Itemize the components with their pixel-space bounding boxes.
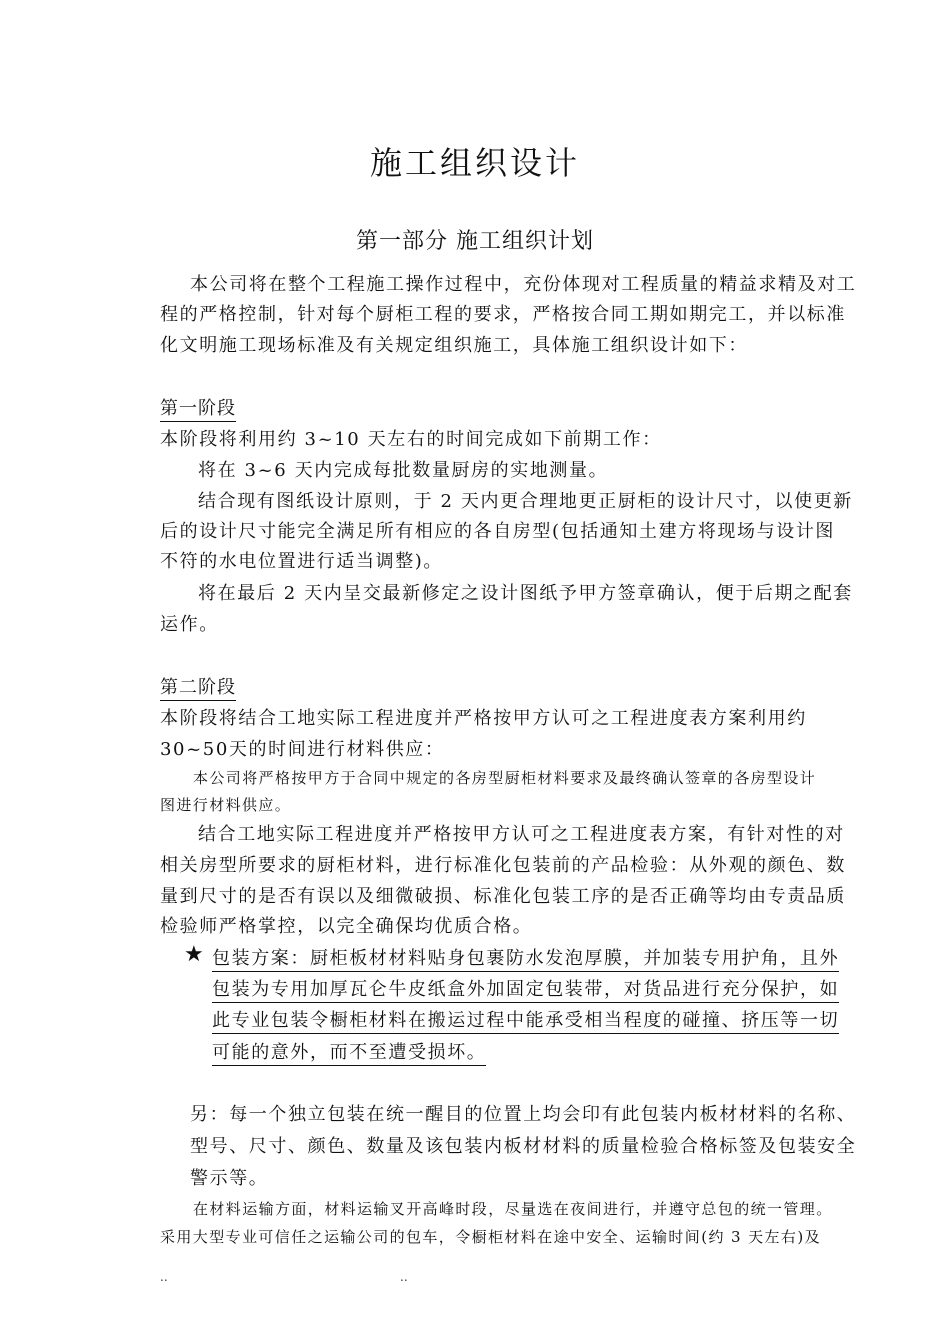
stage2-line-8: 检验师严格掌控，以完全确保均优质合格。 — [160, 916, 533, 937]
transport-line-1: 在材料运输方面，材料运输叉开高峰时段，尽量选在夜间进行，并遵守总包的统一管理。 — [193, 1200, 833, 1218]
document-title: 施工组织设计 — [369, 144, 580, 182]
stage1-line-3: 结合现有图纸设计原则，于 2 天内更合理地更正厨柜的设计尺寸，以使更新 — [198, 491, 853, 512]
stage1-line-1: 本阶段将利用约 3~10 天左右的时间完成如下前期工作： — [160, 429, 662, 450]
packaging-line-1: 包装方案：厨柜板材材料贴身包裹防水发泡厚膜，并加装专用护角，且外 — [212, 944, 839, 970]
stage2-line-2: 30~50天的时间进行材料供应： — [160, 739, 445, 760]
star-bullet-icon: ★ — [184, 942, 204, 967]
stage2-line-6: 相关房型所要求的厨柜材料，进行标准化包装前的产品检验：从外观的颜色、数 — [160, 855, 846, 876]
stage2-line-1: 本阶段将结合工地实际工程进度并严格按甲方认可之工程进度表方案利用约 — [160, 708, 807, 729]
note-line-2: 型号、尺寸、颜色、数量及该包装内板材材料的质量检验合格标签及包装安全 — [190, 1136, 857, 1157]
stage1-heading: 第一阶段 — [160, 394, 236, 422]
packaging-line-4: 可能的意外，而不至遭受损坏。 — [212, 1038, 486, 1064]
packaging-line-2: 包装为专用加厚瓦仑牛皮纸盒外加固定包装带，对货品进行充分保护，如 — [212, 975, 839, 1001]
note-line-1: 另：每一个独立包装在统一醒目的位置上均会印有此包装内板材材料的名称、 — [190, 1104, 857, 1125]
stage2-line-3: 本公司将严格按甲方于合同中规定的各房型厨柜材料要求及最终确认签章的各房型设计 — [193, 769, 817, 787]
stage2-line-5: 结合工地实际工程进度并严格按甲方认可之工程进度表方案，有针对性的对 — [198, 824, 845, 845]
stage1-line-5: 不符的水电位置进行适当调整)。 — [160, 551, 444, 572]
part-subtitle: 第一部分 施工组织计划 — [356, 229, 594, 254]
stage1-line-6: 将在最后 2 天内呈交最新修定之设计图纸予甲方签章确认，便于后期之配套 — [198, 583, 853, 604]
stage1-line-4: 后的设计尺寸能完全满足所有相应的各自房型(包括通知土建方将现场与设计图 — [160, 521, 836, 542]
packaging-line-3: 此专业包装令橱柜材料在搬运过程中能承受相当程度的碰撞、挤压等一切 — [212, 1006, 839, 1032]
stage2-heading: 第二阶段 — [160, 673, 236, 701]
stage1-line-7: 运作。 — [160, 614, 219, 635]
stage2-line-4: 图进行材料供应。 — [160, 796, 292, 814]
transport-line-2: 采用大型专业可信任之运输公司的包车，令橱柜材料在途中安全、运输时间(约 3 天左右)及 — [160, 1228, 821, 1246]
footer-mark-left: .. — [160, 1270, 168, 1284]
intro-line-2: 程的严格控制，针对每个厨柜工程的要求，严格按合同工期如期完工，并以标准 — [160, 304, 846, 325]
intro-line-3: 化文明施工现场标准及有关规定组织施工，具体施工组织设计如下： — [160, 335, 748, 356]
note-line-3: 警示等。 — [190, 1168, 269, 1189]
stage1-line-2: 将在 3~6 天内完成每批数量厨房的实地测量。 — [198, 460, 609, 481]
stage2-line-7: 量到尺寸的是否有误以及细微破损、标准化包装工序的是否正确等均由专责品质 — [160, 886, 846, 907]
intro-line-1: 本公司将在整个工程施工操作过程中，充份体现对工程质量的精益求精及对工 — [190, 274, 857, 295]
footer-mark-center: .. — [400, 1270, 408, 1284]
